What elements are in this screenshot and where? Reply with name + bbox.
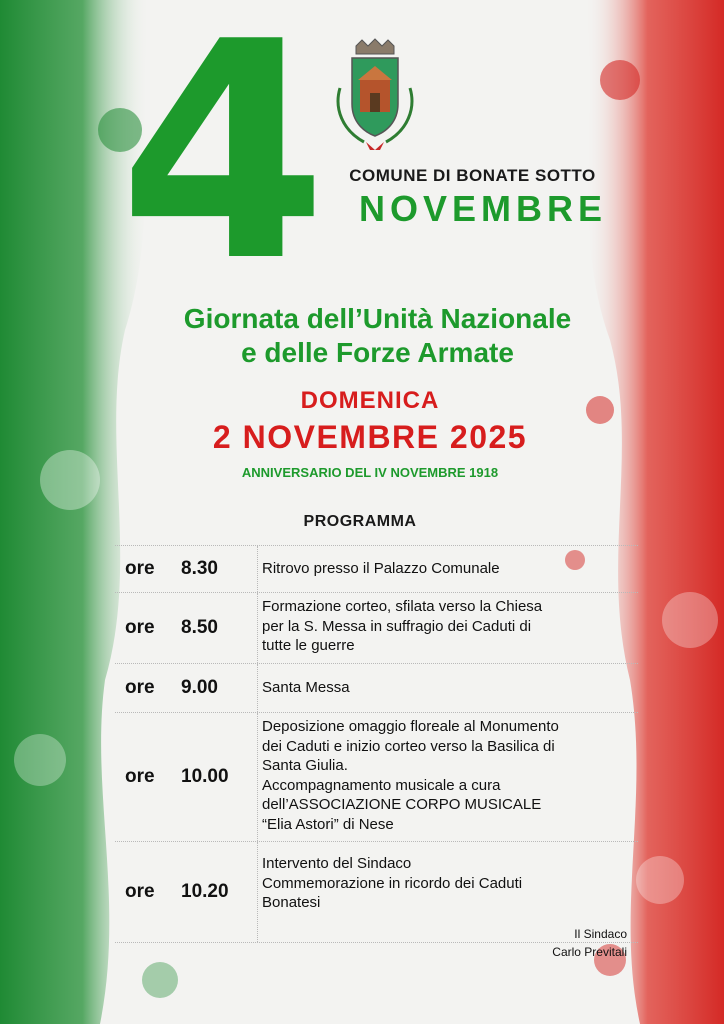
ore-label: ore	[125, 766, 155, 787]
time-value: 10.20	[181, 881, 229, 902]
time-value: 9.00	[181, 677, 218, 698]
schedule-description: Intervento del Sindaco Commemorazione in ricordo dei Caduti Bonatesi	[262, 855, 523, 911]
time-value: 8.50	[181, 617, 218, 638]
schedule-table	[115, 545, 638, 943]
signature-block	[430, 925, 627, 961]
schedule-time	[115, 546, 258, 592]
schedule-description: Ritrovo presso il Palazzo Comunale	[262, 560, 500, 578]
ore-label: ore	[125, 617, 155, 638]
big-number-four: 4	[118, 0, 328, 327]
month-title: NOVEMBRE	[358, 188, 608, 229]
schedule-row	[115, 713, 638, 842]
schedule-time	[115, 713, 258, 841]
schedule-description: Formazione corteo, sfilata verso la Chiesa per la S. Messa in suffragio dei Caduti di tutte le guerre	[262, 598, 543, 654]
headline-line-2: e delle Forze Armate	[241, 337, 514, 368]
schedule-row	[115, 664, 638, 713]
municipality-name: COMUNE DI BONATE SOTTO	[349, 166, 596, 185]
anniversary-note: ANNIVERSARIO DEL IV NOVEMBRE 1918	[241, 465, 499, 480]
schedule-row	[115, 545, 638, 593]
schedule-time	[115, 593, 258, 663]
headline-line-1: Giornata dell’Unità Nazionale	[183, 303, 572, 334]
event-day: DOMENICA	[300, 387, 440, 414]
time-value: 10.00	[181, 766, 229, 787]
event-date: 2 NOVEMBRE 2025	[212, 419, 528, 455]
schedule-row	[115, 593, 638, 664]
schedule-time	[115, 664, 258, 712]
schedule-description: Santa Messa	[262, 679, 350, 697]
time-value: 8.30	[181, 558, 218, 579]
program-title: PROGRAMMA	[303, 513, 417, 530]
ore-label: ore	[125, 677, 155, 698]
schedule-description: Deposizione omaggio floreale al Monumento dei Caduti e inizio corteo verso la Basilica di Santa Giulia. Accompagnamento musicale a cura dell’ASSOCIAZIONE CORPO MUSICALE “Elia Astori” di Nese	[262, 718, 559, 833]
ore-label: ore	[125, 558, 155, 579]
signature-name: Carlo Previtali	[552, 945, 627, 959]
ore-label: ore	[125, 881, 155, 902]
schedule-time	[115, 842, 258, 942]
municipal-crest-icon	[326, 38, 424, 154]
headline	[100, 302, 655, 370]
signature-role: Il Sindaco	[574, 927, 627, 941]
